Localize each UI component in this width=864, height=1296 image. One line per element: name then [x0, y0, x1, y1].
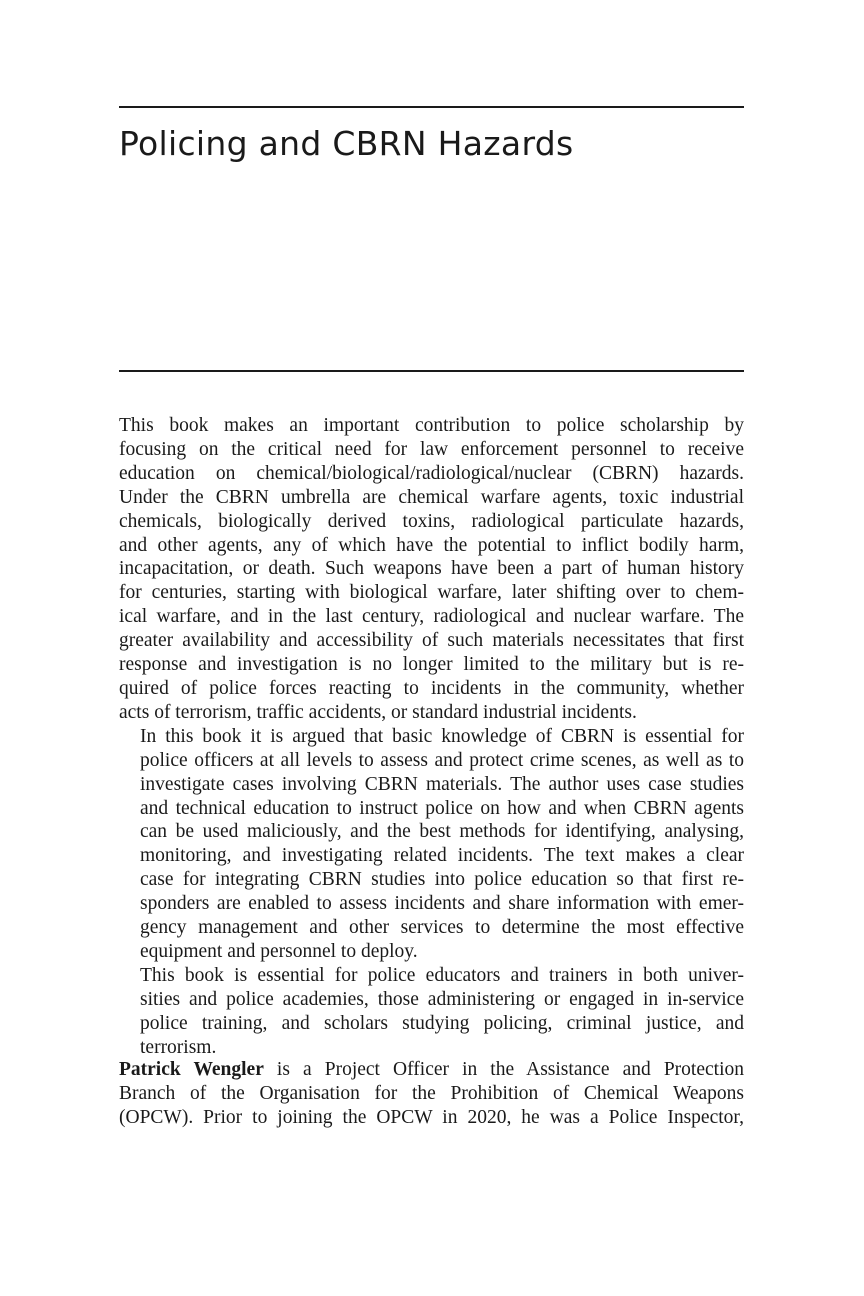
paragraph-line: This book makes an important contribution to police scholarship by — [119, 415, 744, 436]
paragraph-line: response and investigation is no longer limited to the military but is re- — [119, 654, 744, 676]
paragraph-line: chemicals, biologically derived toxins, radiological particulate hazards, — [119, 510, 744, 532]
paragraph-line: police officers at all levels to assess and protect crime scenes, as well as to — [140, 749, 744, 771]
paragraph-line: ical warfare, and in the last century, radiological and nuclear warfare. The — [119, 606, 744, 628]
description-paragraph-3 — [119, 964, 744, 1060]
author-bio-first-line — [119, 1058, 744, 1082]
author-bio-text: is a Project Officer in the Assistance and Protection — [263, 1059, 744, 1080]
author-bio-paragraph — [119, 1058, 744, 1130]
paragraph-line: In this book it is argued that basic knowledge of CBRN is essential for — [140, 725, 744, 747]
paragraph-line: investigate cases involving CBRN materials. The author uses case studies — [140, 773, 744, 795]
paragraph-line: Under the CBRN umbrella are chemical warfare agents, toxic industrial — [119, 486, 744, 508]
paragraph-line: quired of police forces reacting to incidents in the community, whether — [119, 677, 744, 699]
paragraph-line: and other agents, any of which have the potential to inflict bodily harm, — [119, 534, 744, 556]
paragraph-line: greater availability and accessibility of such materials necessitates that first — [119, 630, 744, 652]
paragraph-line: terrorism. — [140, 1036, 217, 1058]
description-paragraph-2 — [119, 725, 744, 964]
middle-rule — [119, 370, 744, 372]
paragraph-line: sponders are enabled to assess incidents and share information with emer- — [140, 893, 744, 915]
paragraph-line: acts of terrorism, traffic accidents, or standard industrial incidents. — [119, 701, 637, 723]
paragraph-line: can be used maliciously, and the best methods for identifying, analysing, — [140, 821, 744, 843]
paragraph-line: incapacitation, or death. Such weapons have been a part of human history — [119, 558, 744, 580]
paragraph-line: for centuries, starting with biological warfare, later shifting over to chem- — [119, 582, 744, 604]
paragraph-line: This book is essential for police educators and trainers in both univer- — [140, 964, 744, 986]
paragraph-line: education on chemical/biological/radiological/nuclear (CBRN) hazards. — [119, 462, 744, 484]
paragraph-line: (OPCW). Prior to joining the OPCW in 2020, he was a Police Inspector, — [119, 1106, 744, 1128]
top-rule — [119, 106, 744, 108]
paragraph-line: focusing on the critical need for law enforcement personnel to receive — [119, 438, 744, 460]
paragraph-line: Branch of the Organisation for the Prohibition of Chemical Weapons — [119, 1082, 744, 1104]
page-title: Policing and CBRN Hazards — [119, 124, 574, 163]
book-description — [119, 414, 744, 1059]
paragraph-line: sities and police academies, those administering or engaged in in-service — [140, 988, 744, 1010]
paragraph-line: monitoring, and investigating related incidents. The text makes a clear — [140, 845, 744, 867]
paragraph-line: equipment and personnel to deploy. — [140, 940, 418, 962]
paragraph-line: police training, and scholars studying policing, criminal justice, and — [140, 1012, 744, 1034]
description-paragraph-1 — [119, 414, 744, 725]
author-bio — [119, 1058, 744, 1130]
paragraph-line: and technical education to instruct police on how and when CBRN agents — [140, 797, 744, 819]
author-name: Patrick Wengler — [119, 1059, 264, 1080]
paragraph-line: case for integrating CBRN studies into police education so that first re- — [140, 869, 744, 891]
paragraph-line: gency management and other services to determine the most effective — [140, 917, 744, 939]
